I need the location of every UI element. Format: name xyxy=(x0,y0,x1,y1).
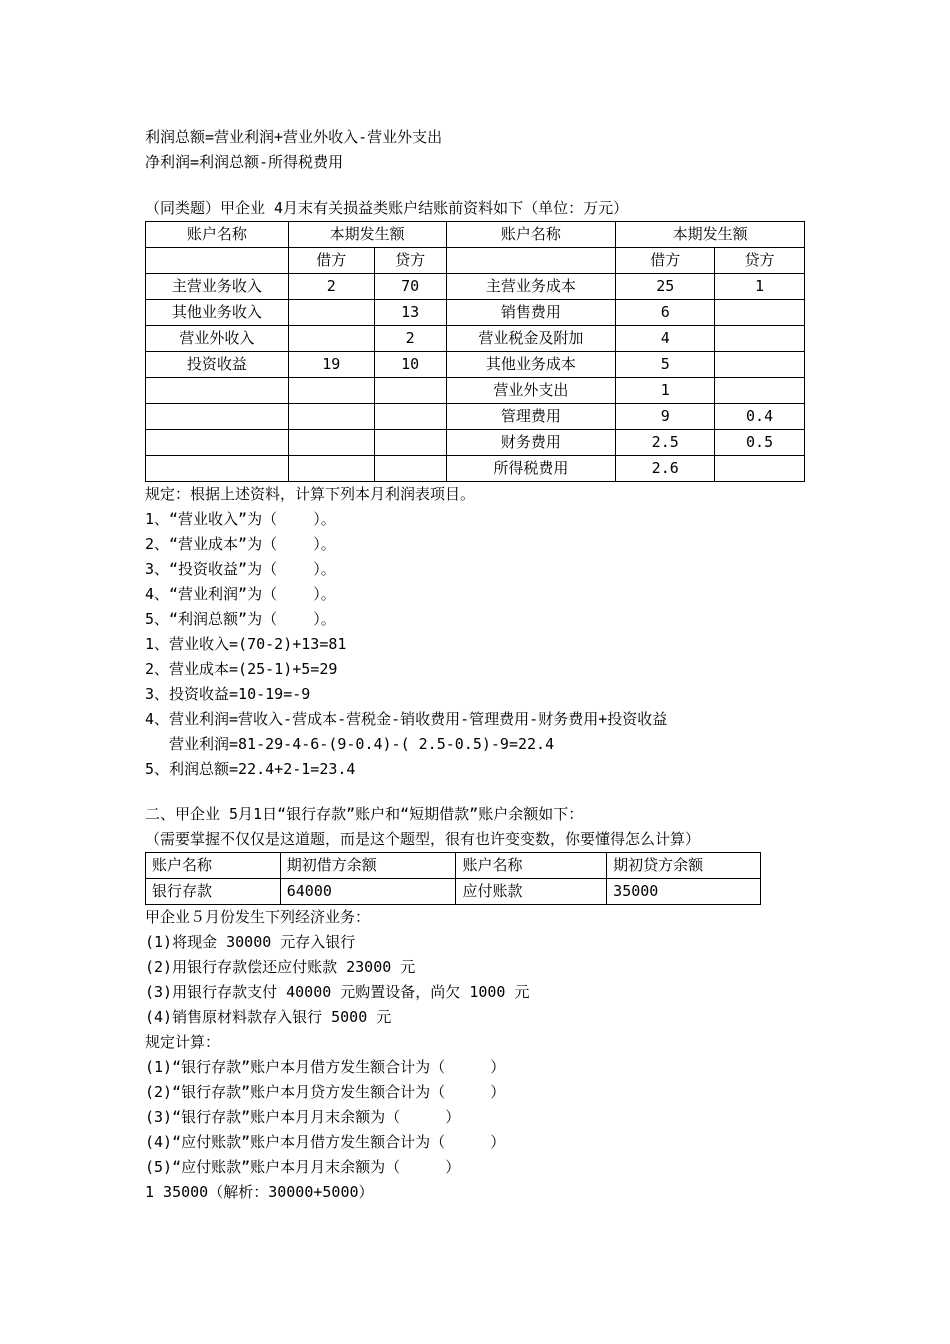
table-row xyxy=(146,300,805,326)
table-cell: 70 xyxy=(374,274,446,300)
calc-intro: 规定计算： xyxy=(145,1033,221,1051)
header-cell: 账户名称 xyxy=(456,853,607,879)
table-cell xyxy=(146,378,289,404)
table-cell: 19 xyxy=(288,352,374,378)
table-cell: 4 xyxy=(616,326,715,352)
table-cell: 其他业务成本 xyxy=(446,352,616,378)
table-row xyxy=(146,378,805,404)
table-cell xyxy=(715,352,805,378)
table-cell: 投资收益 xyxy=(146,352,289,378)
table-cell xyxy=(715,300,805,326)
business-item: (2)用银行存款偿还应付账款 23000 元 xyxy=(145,958,416,976)
calc-item: (5)“应付账款”账户本月月末余额为（ ） xyxy=(145,1158,461,1176)
table-cell xyxy=(715,456,805,482)
balance-table xyxy=(145,852,761,905)
answer-item: 2、营业成本=(25-1)+5=29 xyxy=(145,660,338,678)
income-accounts-table xyxy=(145,221,805,482)
table-cell xyxy=(288,378,374,404)
question-item: 5、“利润总额”为（ ）。 xyxy=(145,610,336,628)
table-row xyxy=(146,326,805,352)
table-cell: 主营业务收入 xyxy=(146,274,289,300)
table-row xyxy=(146,352,805,378)
table-cell xyxy=(715,326,805,352)
calc-item: (1)“银行存款”账户本月借方发生额合计为（ ） xyxy=(145,1058,506,1076)
spacer xyxy=(145,782,825,802)
answer-item: 3、投资收益=10-19=-9 xyxy=(145,685,311,703)
table-cell: 1 xyxy=(616,378,715,404)
table-header-row xyxy=(146,853,761,879)
table-cell xyxy=(374,404,446,430)
document-page xyxy=(145,125,825,1205)
table-row xyxy=(146,274,805,300)
table-cell: 13 xyxy=(374,300,446,326)
table-cell xyxy=(288,404,374,430)
table-cell: 9 xyxy=(616,404,715,430)
table-cell: 营业外支出 xyxy=(446,378,616,404)
question-item: 4、“营业利润”为（ ）。 xyxy=(145,585,336,603)
formula-profit-total: 利润总额=营业利润+营业外收入-营业外支出 xyxy=(145,128,443,146)
table-cell: 2.5 xyxy=(616,430,715,456)
header-cell: 账户名称 xyxy=(146,853,281,879)
table-cell: 管理费用 xyxy=(446,404,616,430)
table-cell xyxy=(715,378,805,404)
table-cell: 营业外收入 xyxy=(146,326,289,352)
table-cell xyxy=(288,430,374,456)
header-account-name-2: 账户名称 xyxy=(446,222,616,248)
section2-title: 二、甲企业 5月1日“银行存款”账户和“短期借款”账户余额如下： xyxy=(145,805,584,823)
header-debit: 借方 xyxy=(288,248,374,274)
table-cell: 2 xyxy=(288,274,374,300)
business-item: (1)将现金 30000 元存入银行 xyxy=(145,933,356,951)
header-cell: 期初贷方余额 xyxy=(607,853,761,879)
answer-item: 1、营业收入=(70-2)+13=81 xyxy=(145,635,347,653)
table-cell: 主营业务成本 xyxy=(446,274,616,300)
business-item: (4)销售原材料款存入银行 5000 元 xyxy=(145,1008,392,1026)
table-row xyxy=(146,404,805,430)
answer-item: 5、利润总额=22.4+2-1=23.4 xyxy=(145,760,356,778)
table-cell xyxy=(374,378,446,404)
section1-requirement: 规定：根据上述资料，计算下列本月利润表项目。 xyxy=(145,485,476,503)
question-item: 3、“投资收益”为（ ）。 xyxy=(145,560,336,578)
calc-item: (3)“银行存款”账户本月月末余额为（ ） xyxy=(145,1108,461,1126)
table-cell: 5 xyxy=(616,352,715,378)
header-account-name: 账户名称 xyxy=(146,222,289,248)
table-subheader-row xyxy=(146,248,805,274)
table-header-row xyxy=(146,222,805,248)
table-cell xyxy=(146,430,289,456)
question-item: 1、“营业收入”为（ ）。 xyxy=(145,510,336,528)
table-cell: 0.5 xyxy=(715,430,805,456)
answer-item-continued: 营业利润=81-29-4-6-(9-0.4)-( 2.5-0.5)-9=22.4 xyxy=(169,735,555,753)
formula-net-profit: 净利润=利润总额-所得税费用 xyxy=(145,153,344,171)
table-cell: 2 xyxy=(374,326,446,352)
calc-item: (4)“应付账款”账户本月借方发生额合计为（ ） xyxy=(145,1133,506,1151)
table-cell: 64000 xyxy=(280,879,456,905)
table-cell: 财务费用 xyxy=(446,430,616,456)
table-cell: 应付账款 xyxy=(456,879,607,905)
table-cell xyxy=(374,430,446,456)
question-item: 2、“营业成本”为（ ）。 xyxy=(145,535,336,553)
table-cell xyxy=(146,456,289,482)
section1-intro: （同类题）甲企业 4月末有关损益类账户结账前资料如下（单位：万元） xyxy=(145,199,629,217)
header-credit-2: 贷方 xyxy=(715,248,805,274)
last-answer: 1 35000（解析：30000+5000） xyxy=(145,1183,374,1201)
spacer xyxy=(145,175,825,196)
calc-item: (2)“银行存款”账户本月贷方发生额合计为（ ） xyxy=(145,1083,506,1101)
table-cell: 销售费用 xyxy=(446,300,616,326)
header-debit-2: 借方 xyxy=(616,248,715,274)
header-credit: 贷方 xyxy=(374,248,446,274)
table-cell: 6 xyxy=(616,300,715,326)
table-cell: 25 xyxy=(616,274,715,300)
table-cell: 营业税金及附加 xyxy=(446,326,616,352)
table-cell: 35000 xyxy=(607,879,761,905)
table-row xyxy=(146,879,761,905)
table-cell xyxy=(288,300,374,326)
answer-item: 4、营业利润=营收入-营成本-营税金-销收费用-管理费用-财务费用+投资收益 xyxy=(145,710,668,728)
table-cell xyxy=(146,404,289,430)
table-cell xyxy=(288,326,374,352)
table-cell xyxy=(374,456,446,482)
table-cell: 2.6 xyxy=(616,456,715,482)
section2-note: （需要掌握不仅仅是这道题，而是这个题型，很有也许变变数，你要懂得怎么计算） xyxy=(145,830,701,848)
header-period-amount: 本期发生额 xyxy=(288,222,446,248)
table-cell xyxy=(288,456,374,482)
header-period-amount-2: 本期发生额 xyxy=(616,222,805,248)
table-cell: 1 xyxy=(715,274,805,300)
table-cell: 所得税费用 xyxy=(446,456,616,482)
business-item: (3)用银行存款支付 40000 元购置设备，尚欠 1000 元 xyxy=(145,983,530,1001)
table-row xyxy=(146,456,805,482)
table-cell: 其他业务收入 xyxy=(146,300,289,326)
table-cell: 银行存款 xyxy=(146,879,281,905)
table-cell: 10 xyxy=(374,352,446,378)
header-cell: 期初借方余额 xyxy=(280,853,456,879)
table-row xyxy=(146,430,805,456)
business-intro: 甲企业５月份发生下列经济业务： xyxy=(145,908,371,926)
table-cell: 0.4 xyxy=(715,404,805,430)
